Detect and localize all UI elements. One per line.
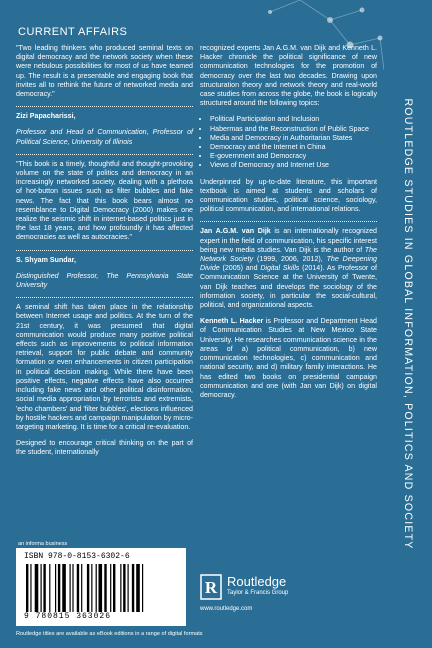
description-paragraph-1: A seminal shift has taken place in the relationship between Internet usage and politics. At the turn of the 21st century, it was presumed that digital communication would produce many positive political effects such as improvements to political information retrieval, support for public debate and community formation or even enhancements in citizen participation in political decision making. While there have been positive effects, negative effects have also occurred including fake news and other political disinformation, social media appropriation by terrorists and extremists, 'echo chambers' and 'filter bubbles', elections influenced by hostile hackers and campaign manipulation by micro-targeting marketing. It is time for a critical re-evaluation. — [16, 303, 193, 431]
barcode-bar — [30, 564, 31, 612]
barcode-bar — [70, 564, 71, 612]
description-paragraph-3: recognized experts Jan A.G.M. van Dijk and Kenneth L. Hacker chronicle the political significance of new communication technologies for the promotion of democracy over the last two decades. Drawing upon structuration theory and network theory and real-world case studies from across the globe, the book is logically structured around the following topics: — [200, 44, 377, 108]
barcode-bar — [136, 564, 140, 612]
barcode-bar — [58, 564, 60, 612]
author-name-2: Kenneth L. Hacker — [200, 317, 264, 326]
isbn-text: ISBN 978-0-8153-6302-6 — [24, 552, 130, 561]
dotted-divider — [16, 297, 193, 298]
svg-text:R: R — [204, 578, 218, 597]
barcode-bar — [43, 564, 45, 612]
dotted-divider — [16, 250, 193, 251]
description-paragraph-4: Underpinned by up-to-date literature, this important textbook is aimed at students and scholars of communication studies, political science, sociology, political communication, and international relations. — [200, 177, 377, 214]
barcode-bar — [77, 564, 79, 612]
barcode-bar — [132, 564, 134, 612]
barcode-number: 9 780815 363026 — [24, 612, 112, 621]
dotted-divider — [16, 154, 193, 155]
barcode-bar — [128, 564, 129, 612]
author-bio-2: Kenneth L. Hacker is Professor and Department Head of Communication Studies at New Mexico State University. He researches communication science in the areas of a) political communication, b) new communication technologies, c) communication and national security, and d) military family interactions. He has edited two books on presidential campaign communication and one (with Jan van Dijk) on digital democracy. — [200, 317, 377, 399]
list-item: • Habermas and the Reconstruction of Public Space — [210, 125, 377, 134]
dotted-divider — [200, 221, 377, 222]
barcode-bar — [99, 564, 103, 612]
list-item: • Views of Democracy and Internet Use — [210, 161, 377, 170]
barcode-bar — [96, 564, 97, 612]
footer-note: Routledge titles are available as eBook editions in a range of digital formats — [16, 631, 203, 637]
barcode-bar — [62, 564, 66, 612]
list-item: • Political Participation and Inclusion — [210, 115, 377, 124]
barcode-bar — [35, 564, 39, 612]
barcode-bar — [113, 564, 115, 612]
dotted-divider — [16, 106, 193, 107]
barcode-bar — [120, 564, 121, 612]
barcode-bar — [41, 564, 42, 612]
barcode-bar — [91, 564, 92, 612]
publisher-website: www.routledge.com — [200, 606, 253, 612]
barcode-bar — [81, 564, 82, 612]
reviewer-role-1: Professor and Head of Communication, Professor of Political Science, University of Illinois — [16, 128, 193, 146]
publisher-name: Routledge — [227, 574, 287, 589]
barcode-bar — [72, 564, 73, 612]
informa-tagline: an informa business — [18, 541, 68, 547]
author-bio-1: Jan A.G.M. van Dijk is an internationally recognized expert in the field of communication, his specific interest being new media studies. Van Dijk is the author of The Network Society (1999, 2006, 2012), The Deepening Divide (2005) and Digital Skills (2014). As Professor of Communication Science at the University of Twente, van Dijk teaches and develops the sociology of the information society, in particular the social-cultural, political, and organizational aspects. — [200, 227, 377, 310]
endorsement-quote-2: "This book is a timely, thoughtful and thought-provoking volume on the state of politics and democracy in an increasingly networked society, dealing with a plethora of hot-button issues such as filter bubbles and fake news. The fact that this book bears almost no resemblance to Digital Democracy (2000) makes one realize the seismic shift in internet-based politics just in the last 18 years, and how profoundly it has affected democracies as well as autocracies." — [16, 159, 193, 242]
left-column — [16, 44, 193, 465]
publisher-group: Taylor & Francis Group — [227, 590, 289, 596]
list-item: • E-government and Democracy — [210, 152, 377, 161]
barcode-bar — [55, 564, 56, 612]
barcode-bar — [123, 564, 125, 612]
barcode-bar — [142, 564, 143, 612]
topic-list — [200, 115, 377, 170]
list-item: • Media and Democracy in Authoritarian States — [210, 134, 377, 143]
spine-title: ROUTLEDGE STUDIES IN GLOBAL INFORMATION, POLITICS AND SOCIETY — [402, 98, 414, 550]
right-column — [200, 44, 377, 407]
description-paragraph-2: Designed to encourage critical thinking on the part of the student, internationally — [16, 439, 193, 457]
endorsement-quote-1: "Two leading thinkers who produced seminal texts on digital democracy and the network society when these were nebulous possibilities for most of us have teamed up. The result is a presentable and engaging book that invites all to rethink the future of networked media and democracy." — [16, 44, 193, 99]
barcode-bar — [110, 564, 111, 612]
reviewer-role-2: Distinguished Professor, The Pennsylvania State University — [16, 271, 193, 290]
author-name-1: Jan A.G.M. van Dijk — [200, 227, 271, 236]
barcode-bar — [26, 564, 28, 612]
reviewer-name-1: Zizi Papacharissi, — [16, 112, 76, 121]
barcode-bar — [49, 564, 50, 612]
reviewer-name-2: S. Shyam Sundar, — [16, 255, 76, 264]
list-item: • Democracy and the Internet in China — [210, 143, 377, 152]
routledge-r-icon — [200, 574, 222, 600]
barcode-panel — [16, 548, 186, 626]
barcode-icon — [24, 564, 178, 612]
barcode-bar — [87, 564, 89, 612]
category-label: CURRENT AFFAIRS — [18, 26, 128, 38]
barcode-bar — [104, 564, 106, 612]
